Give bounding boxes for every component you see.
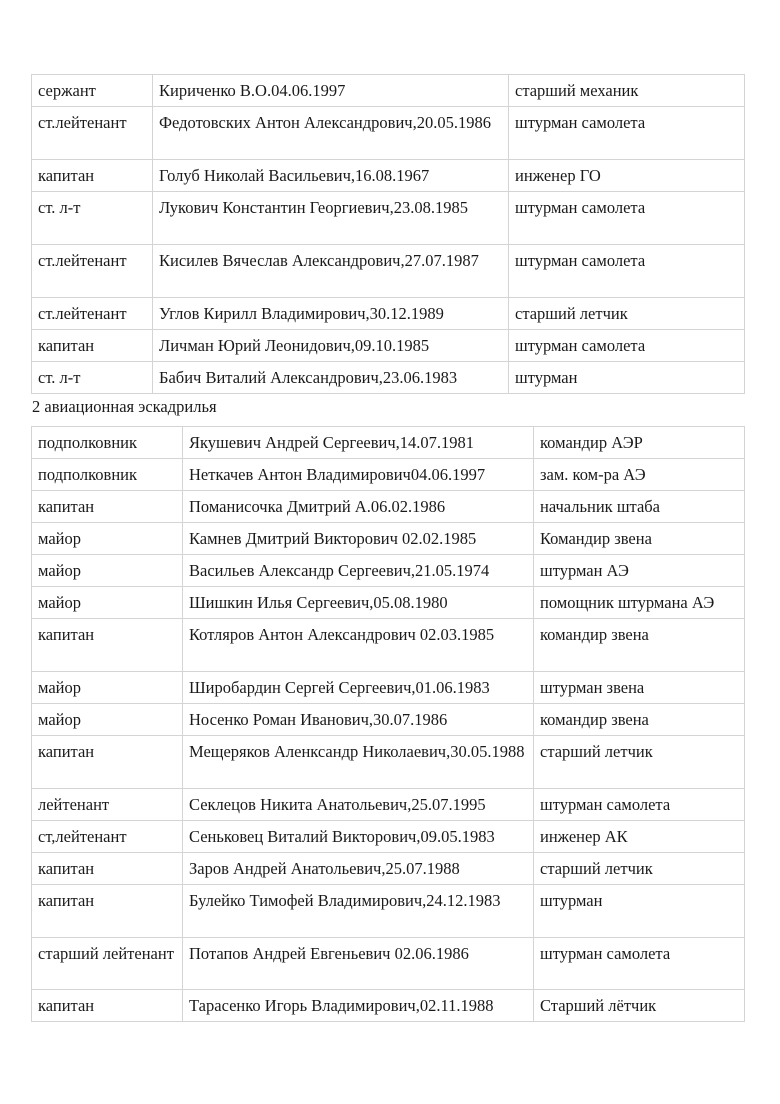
cell-name: Кисилев Вячеслав Александрович,27.07.1987 — [153, 245, 509, 298]
cell-name: Шишкин Илья Сергеевич,05.08.1980 — [183, 587, 534, 619]
cell-name: Федотовских Антон Александрович,20.05.1986 — [153, 107, 509, 160]
cell-name: Васильев Александр Сергеевич,21.05.1974 — [183, 555, 534, 587]
cell-name: Камнев Дмитрий Викторович 02.02.1985 — [183, 523, 534, 555]
cell-position: начальник штаба — [534, 491, 745, 523]
cell-position: штурман самолета — [534, 789, 745, 821]
cell-position: штурман самолета — [509, 107, 745, 160]
table-row — [32, 160, 745, 192]
cell-position: штурман звена — [534, 672, 745, 704]
section-caption: 2 авиационная эскадрилья — [32, 397, 217, 416]
cell-position: Командир звена — [534, 523, 745, 555]
cell-rank: ст.лейтенант — [32, 245, 153, 298]
cell-rank: подполковник — [32, 427, 183, 459]
table-row — [32, 789, 745, 821]
table-row — [32, 491, 745, 523]
cell-name: Бабич Виталий Александрович,23.06.1983 — [153, 362, 509, 394]
table-row — [32, 245, 745, 298]
cell-position: штурман самолета — [509, 330, 745, 362]
table-row — [32, 672, 745, 704]
table-row — [32, 704, 745, 736]
cell-rank: лейтенант — [32, 789, 183, 821]
cell-rank: старший лейтенант — [32, 938, 183, 990]
cell-rank: капитан — [32, 619, 183, 672]
cell-name: Носенко Роман Иванович,30.07.1986 — [183, 704, 534, 736]
cell-position: старший летчик — [509, 298, 745, 330]
cell-rank: капитан — [32, 853, 183, 885]
table-row — [32, 885, 745, 938]
cell-rank: капитан — [32, 736, 183, 789]
cell-position: инженер ГО — [509, 160, 745, 192]
cell-position: командир АЭР — [534, 427, 745, 459]
table-row — [32, 938, 745, 990]
cell-rank: ст,лейтенант — [32, 821, 183, 853]
personnel-table-1 — [31, 74, 745, 394]
table-row — [32, 362, 745, 394]
table-row — [32, 330, 745, 362]
personnel-table-2 — [31, 426, 745, 1022]
cell-name: Секлецов Никита Анатольевич,25.07.1995 — [183, 789, 534, 821]
cell-rank: сержант — [32, 75, 153, 107]
cell-rank: капитан — [32, 885, 183, 938]
cell-name: Кириченко В.О.04.06.1997 — [153, 75, 509, 107]
cell-position: штурман АЭ — [534, 555, 745, 587]
cell-name: Широбардин Сергей Сергеевич,01.06.1983 — [183, 672, 534, 704]
cell-rank: подполковник — [32, 459, 183, 491]
cell-name: Булейко Тимофей Владимирович,24.12.1983 — [183, 885, 534, 938]
cell-name: Поманисочка Дмитрий А.06.02.1986 — [183, 491, 534, 523]
cell-rank: ст.лейтенант — [32, 107, 153, 160]
cell-position: штурман — [509, 362, 745, 394]
cell-name: Котляров Антон Александрович 02.03.1985 — [183, 619, 534, 672]
cell-name: Неткачев Антон Владимирович04.06.1997 — [183, 459, 534, 491]
table-row — [32, 523, 745, 555]
cell-name: Углов Кирилл Владимирович,30.12.1989 — [153, 298, 509, 330]
cell-name: Потапов Андрей Евгеньевич 02.06.1986 — [183, 938, 534, 990]
cell-position: старший механик — [509, 75, 745, 107]
table-row — [32, 853, 745, 885]
cell-rank: капитан — [32, 330, 153, 362]
cell-rank: капитан — [32, 990, 183, 1022]
cell-name: Заров Андрей Анатольевич,25.07.1988 — [183, 853, 534, 885]
cell-name: Тарасенко Игорь Владимирович,02.11.1988 — [183, 990, 534, 1022]
table-row — [32, 587, 745, 619]
cell-position: командир звена — [534, 704, 745, 736]
table-row — [32, 459, 745, 491]
table-row — [32, 75, 745, 107]
cell-rank: майор — [32, 704, 183, 736]
cell-position: штурман самолета — [509, 245, 745, 298]
cell-rank: ст.лейтенант — [32, 298, 153, 330]
cell-position: командир звена — [534, 619, 745, 672]
cell-name: Голуб Николай Васильевич,16.08.1967 — [153, 160, 509, 192]
cell-rank: капитан — [32, 491, 183, 523]
cell-position: штурман — [534, 885, 745, 938]
cell-rank: майор — [32, 555, 183, 587]
cell-position: инженер АК — [534, 821, 745, 853]
cell-rank: ст. л-т — [32, 362, 153, 394]
cell-position: зам. ком-ра АЭ — [534, 459, 745, 491]
cell-rank: майор — [32, 587, 183, 619]
table-row — [32, 555, 745, 587]
cell-rank: капитан — [32, 160, 153, 192]
table-row — [32, 107, 745, 160]
cell-name: Якушевич Андрей Сергеевич,14.07.1981 — [183, 427, 534, 459]
table-row — [32, 821, 745, 853]
cell-position: помощник штурмана АЭ — [534, 587, 745, 619]
cell-name: Лукович Константин Георгиевич,23.08.1985 — [153, 192, 509, 245]
table-row — [32, 298, 745, 330]
table-row — [32, 990, 745, 1022]
cell-name: Мещеряков Аленксандр Николаевич,30.05.1988 — [183, 736, 534, 789]
cell-position: старший летчик — [534, 736, 745, 789]
cell-position: штурман самолета — [534, 938, 745, 990]
cell-position: Старший лётчик — [534, 990, 745, 1022]
cell-rank: майор — [32, 523, 183, 555]
cell-name: Личман Юрий Леонидович,09.10.1985 — [153, 330, 509, 362]
cell-rank: майор — [32, 672, 183, 704]
table-row — [32, 619, 745, 672]
table-row — [32, 192, 745, 245]
table-row — [32, 736, 745, 789]
cell-position: старший летчик — [534, 853, 745, 885]
table-row — [32, 427, 745, 459]
cell-position: штурман самолета — [509, 192, 745, 245]
cell-rank: ст. л-т — [32, 192, 153, 245]
cell-name: Сеньковец Виталий Викторович,09.05.1983 — [183, 821, 534, 853]
